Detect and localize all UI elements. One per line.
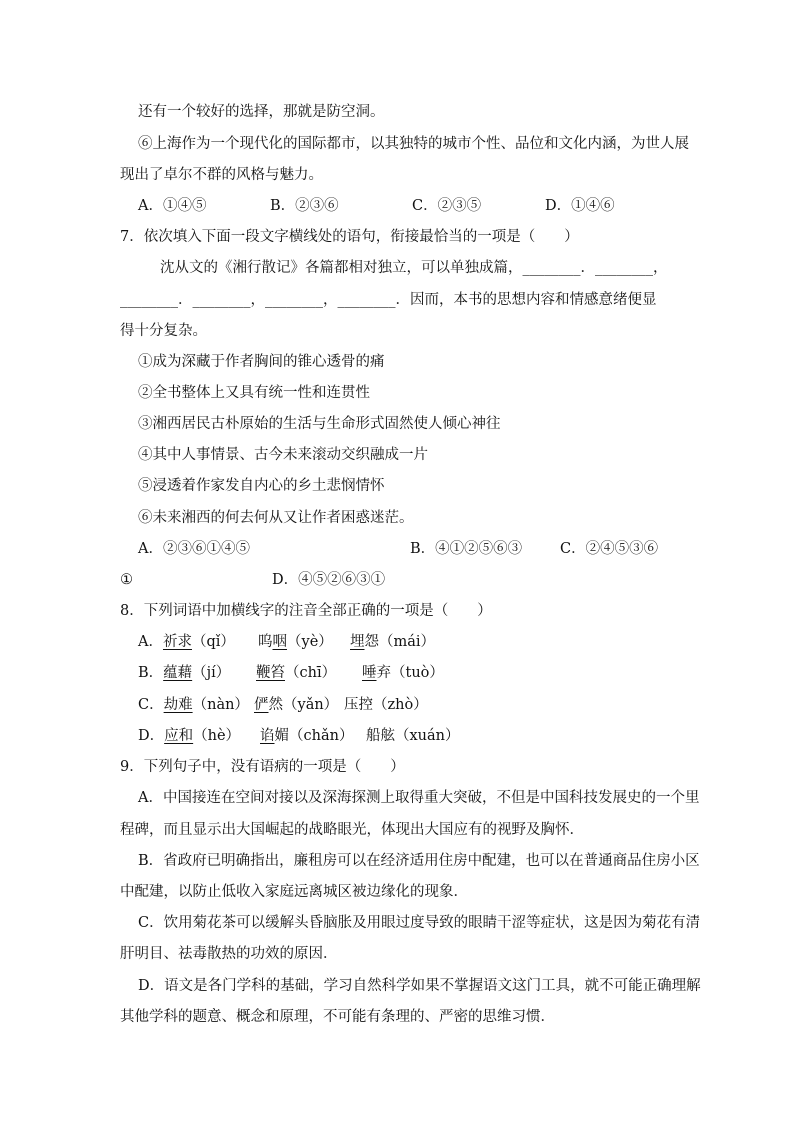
q8-b-pinyin1: （jí） (192, 665, 231, 681)
q8-option-c-label: C． (138, 697, 164, 713)
q8-a-word2-underlined: 咽 (272, 634, 287, 650)
q8-c-word2-post: 然 (268, 697, 283, 713)
q6-sentence-tail: 还有一个较好的选择，那就是防空洞。 (138, 104, 385, 120)
q8-d-word2-underlined: 谄 (260, 728, 275, 744)
q7-option-c-continued[interactable]: ① (120, 572, 133, 588)
q6-sentence-6-line1: ⑥上海作为一个现代化的国际都市，以其独特的城市个性、品位和文化内涵，为世人展 (138, 136, 689, 152)
q8-stem: 8．下列词语中加横线字的注音全部正确的一项是（ ） (120, 603, 492, 619)
q9-option-b-line2: 中配建，以防止低收入家庭远离城区被边缘化的现象． (120, 884, 468, 900)
q8-a-pinyin2: （yè） (287, 634, 333, 650)
q8-b-word3-group (362, 663, 444, 683)
q8-c-word3: 压控 (344, 697, 373, 713)
q8-c-word2-group (254, 695, 338, 715)
q8-b-word3-underlined: 唾 (362, 665, 377, 681)
q8-c-pinyin1: （nàn） (192, 697, 249, 713)
q8-b-pinyin2: （chī） (285, 665, 337, 681)
q8-d-pinyin3: （xuán） (395, 728, 460, 744)
q9-option-d-line2: 其他学科的题意、概念和原理，不可能有条理的、严密的思维习惯． (120, 1009, 555, 1025)
q8-option-c[interactable] (138, 695, 249, 715)
q7-option-b[interactable]: B．④①②⑤⑥③ (410, 541, 523, 557)
q8-option-b[interactable] (138, 663, 230, 683)
q6-option-c[interactable]: C．②③⑤ (412, 198, 482, 214)
q8-b-word2-group (256, 663, 336, 683)
q8-option-d[interactable] (138, 726, 240, 746)
q7-item-6: ⑥未来湘西的何去何从又让作者困惑迷茫。 (138, 510, 414, 526)
q8-a-word3-underlined: 埋 (350, 634, 365, 650)
q8-a-pinyin3: （mái） (379, 634, 436, 650)
q9-option-a-line1[interactable]: A．中国接连在空间对接以及深海探测上取得重大突破，不但是中国科技发展史的一个里 (138, 790, 700, 806)
q7-item-5: ⑤浸透着作家发自内心的乡土悲悯情怀 (138, 478, 385, 494)
q8-option-d-label: D． (138, 728, 165, 744)
q7-option-c[interactable]: C．②④⑤③⑥ (560, 541, 659, 557)
q7-paragraph-line1: 沈从文的《湘行散记》各篇都相对独立，可以单独成篇，________．________， (160, 260, 668, 276)
q8-b-word1: 蕴藉 (163, 665, 193, 681)
q8-b-word2-underlined: 鞭笞 (256, 665, 285, 681)
q9-stem: 9．下列句子中，没有语病的一项是（ ） (120, 759, 405, 775)
q8-a-word1: 祈求 (162, 634, 192, 650)
q7-paragraph-line3: 得十分复杂。 (120, 323, 207, 339)
q8-d-word3-group (366, 726, 460, 746)
q8-a-word2-pre: 呜 (258, 634, 273, 650)
q8-option-a-label: A． (138, 634, 163, 650)
q9-option-b-line1[interactable]: B．省政府已明确指出，廉租房可以在经济适用住房中配建，也可以在普通商品住房小区 (138, 853, 700, 869)
q8-c-word3-group (344, 695, 428, 715)
q9-option-d-line1[interactable]: D．语文是各门学科的基础，学习自然科学如果不掌握语文这门工具，就不可能正确理解 (138, 978, 701, 994)
q8-option-a[interactable] (138, 632, 235, 652)
q7-item-4: ④其中人事情景、古今未来滚动交织融成一片 (138, 447, 428, 463)
q7-paragraph-line2: ________．________，________，________．因而，本书的思想内容和情感意绪便显 (120, 292, 657, 308)
q8-c-word1: 劫难 (163, 697, 193, 713)
q6-option-a[interactable]: A．①④⑤ (138, 198, 207, 214)
q8-a-word3-post: 怨 (364, 634, 379, 650)
q8-c-pinyin3: （zhò） (373, 697, 428, 713)
q6-sentence-6-line2: 现出了卓尔不群的风格与魅力。 (120, 167, 323, 183)
q8-d-word1: 应和 (164, 728, 194, 744)
q9-option-c-line1[interactable]: C．饮用菊花茶可以缓解头昏脑胀及用眼过度导致的眼睛干涩等症状，这是因为菊花有清 (138, 915, 701, 931)
q6-option-b[interactable]: B．②③⑥ (270, 198, 339, 214)
q8-a-word2-group (258, 632, 333, 652)
q7-item-3: ③湘西居民古朴原始的生活与生命形式固然使人倾心神往 (138, 416, 501, 432)
q7-option-a[interactable]: A．②③⑥①④⑤ (138, 541, 250, 557)
q8-c-pinyin2: （yǎn） (283, 697, 339, 713)
q8-d-word3: 船舷 (366, 728, 395, 744)
q9-option-c-line2: 肝明目、祛毒散热的功效的原因． (120, 946, 338, 962)
q8-a-pinyin1: （qǐ） (191, 634, 235, 650)
q9-option-a-line2: 程碑，而且显示出大国崛起的战略眼光，体现出大国应有的视野及胸怀． (120, 822, 584, 838)
q8-b-word3-post: 弃 (376, 665, 391, 681)
q8-a-word3-group (350, 632, 435, 652)
q8-b-pinyin3: （tuò） (391, 665, 444, 681)
q8-c-word2-underlined: 俨 (254, 697, 269, 713)
q7-item-1: ①成为深藏于作者胸间的锥心透骨的痛 (138, 354, 385, 370)
q8-d-word2-group (260, 726, 353, 746)
q6-option-d[interactable]: D．①④⑥ (545, 198, 615, 214)
q7-stem: 7．依次填入下面一段文字横线处的语句，衔接最恰当的一项是（ ） (120, 229, 579, 245)
q7-item-2: ②全书整体上又具有统一性和连贯性 (138, 385, 370, 401)
q8-option-b-label: B． (138, 665, 164, 681)
q7-option-d[interactable]: D．④⑤②⑥③① (272, 572, 386, 588)
q8-d-pinyin1: （hè） (193, 728, 241, 744)
q8-d-word2-post: 媚 (274, 728, 289, 744)
q8-d-pinyin2: （chǎn） (289, 728, 354, 744)
